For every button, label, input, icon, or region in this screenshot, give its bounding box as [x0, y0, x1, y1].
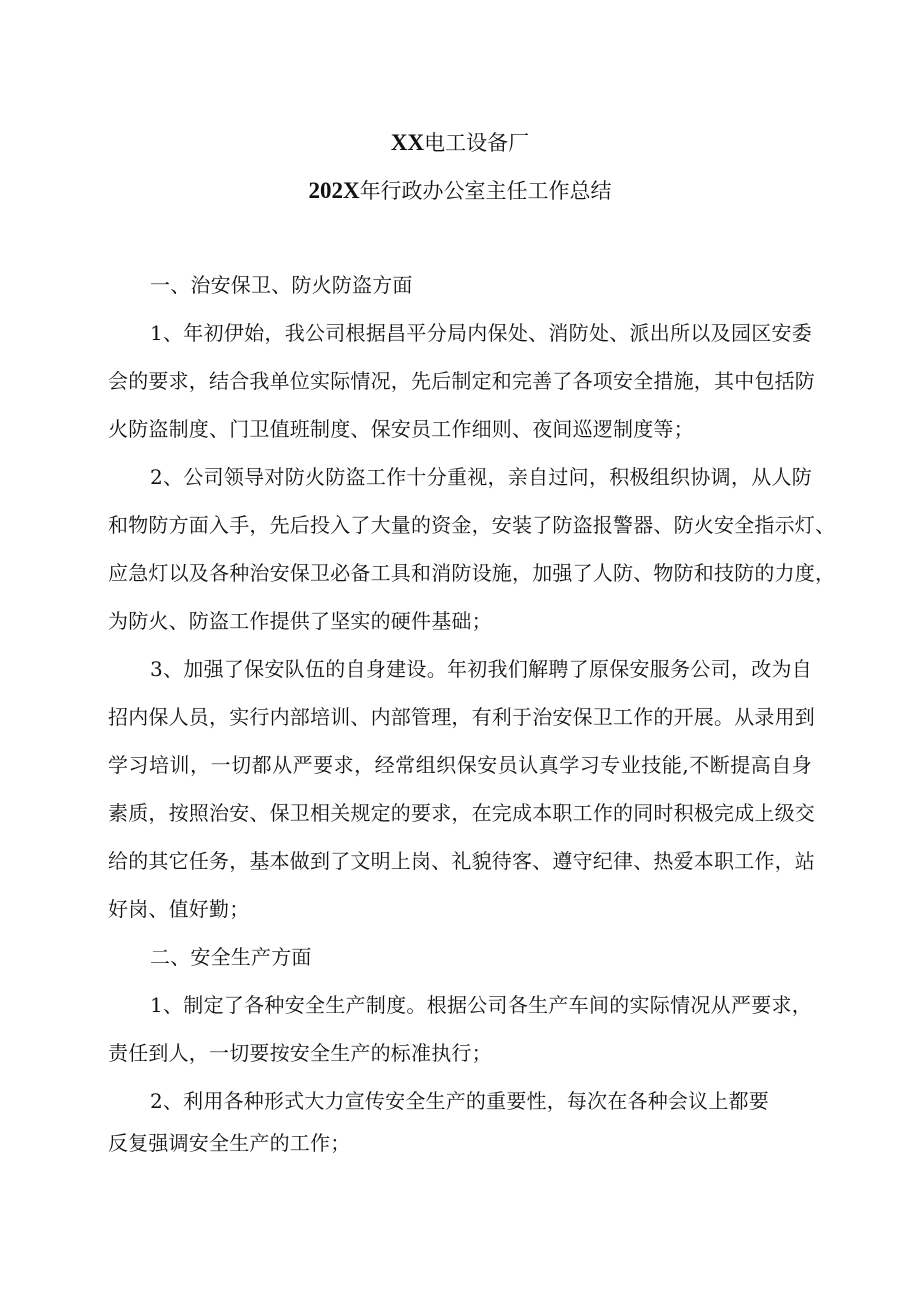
paragraph-line: 好岗、值好勤；	[108, 897, 250, 921]
section-heading-1: 一、治安保卫、防火防盗方面	[150, 273, 413, 297]
paragraph-line: 1、制定了各种安全生产制度。根据公司各生产车间的实际情况从严要求，	[150, 993, 812, 1017]
paragraph-line: 2、公司领导对防火防盗工作十分重视，亲自过问，积极组织协调，从人防	[150, 465, 812, 489]
paragraph-line: 给的其它任务，基本做到了文明上岗、礼貌待客、遵守纪律、热爱本职工作，站	[108, 849, 815, 873]
paragraph-line: 责任到人，一切要按安全生产的标准执行；	[108, 1041, 492, 1065]
document-title-line-2	[0, 176, 920, 206]
paragraph-line: 会的要求，结合我单位实际情况，先后制定和完善了各项安全措施，其中包括防	[108, 369, 815, 393]
title-report-name: 年行政办公室主任工作总结	[359, 179, 612, 203]
paragraph-line: 3、加强了保安队伍的自身建设。年初我们解聘了原保安服务公司，改为自	[150, 657, 812, 681]
paragraph-line: 应急灯以及各种治安保卫必备工具和消防设施，加强了人防、物防和技防的力度，	[108, 561, 836, 585]
title-org-prefix: XX	[390, 130, 425, 155]
paragraph-line: 为防火、防盗工作提供了坚实的硬件基础；	[108, 609, 492, 633]
title-org-name: 电工设备厂	[424, 131, 530, 155]
section-heading-2: 二、安全生产方面	[150, 945, 312, 969]
document-title-line-1	[0, 128, 920, 158]
paragraph-line: 招内保人员，实行内部培训、内部管理，有利于治安保卫工作的开展。从录用到	[108, 705, 815, 729]
paragraph-line: 2、利用各种形式大力宣传安全生产的重要性，每次在各种会议上都要	[150, 1089, 769, 1113]
paragraph-line: 学习培训，一切都从严要求，经常组织保安员认真学习专业技能,不断提高自身	[108, 753, 812, 777]
paragraph-line: 火防盗制度、门卫值班制度、保安员工作细则、夜间巡逻制度等；	[108, 417, 694, 441]
paragraph-line: 反复强调安全生产的工作；	[108, 1131, 351, 1155]
paragraph-line: 1、年初伊始，我公司根据昌平分局内保处、消防处、派出所以及园区安委	[150, 321, 812, 345]
title-year-prefix: 202X	[308, 178, 360, 203]
paragraph-line: 和物防方面入手，先后投入了大量的资金，安装了防盗报警器、防火安全指示灯、	[108, 513, 836, 537]
paragraph-line: 素质，按照治安、保卫相关规定的要求，在完成本职工作的同时积极完成上级交	[108, 801, 815, 825]
